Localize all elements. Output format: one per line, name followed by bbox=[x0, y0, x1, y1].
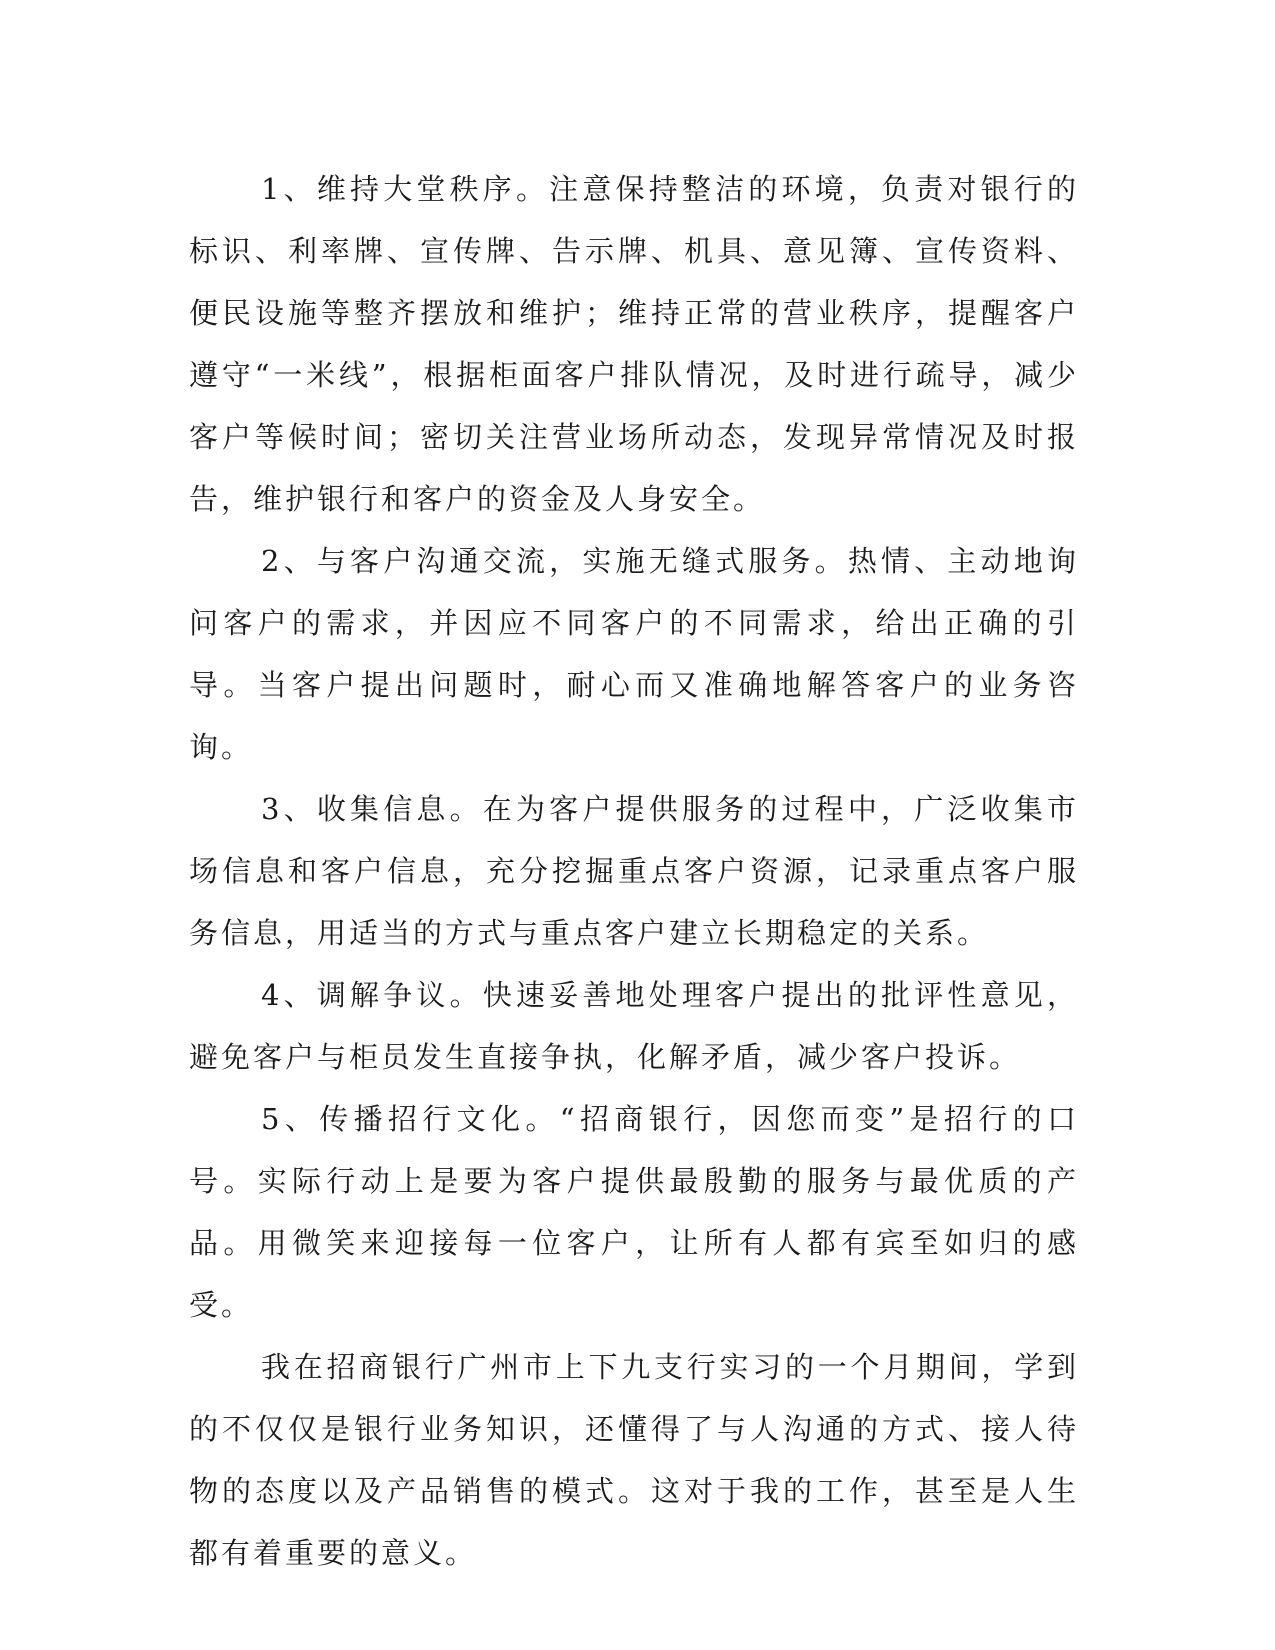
paragraph-internship-summary: 我在招商银行广州市上下九支行实习的一个月期间，学到的不仅仅是银行业务知识，还懂得了与人沟通的方式、接人待物的态度以及产品销售的模式。这对于我的工作，甚至是人生都有着重要的意义。 bbox=[189, 1350, 1079, 1570]
document-body bbox=[189, 158, 1079, 1584]
paragraph-mediate-disputes: 4、调解争议。快速妥善地处理客户提出的批评性意见，避免客户与柜员发生直接争执，化解矛盾，减少客户投诉。 bbox=[189, 978, 1079, 1074]
paragraph-customer-communication: 2、与客户沟通交流，实施无缝式服务。热情、主动地询问客户的需求，并因应不同客户的不同需求，给出正确的引导。当客户提出问题时，耐心而又准确地解答客户的业务咨询。 bbox=[189, 544, 1079, 764]
paragraph-bank-culture: 5、传播招行文化。“招商银行，因您而变”是招行的口号。实际行动上是要为客户提供最殷勤的服务与最优质的产品。用微笑来迎接每一位客户，让所有人都有宾至如归的感受。 bbox=[189, 1102, 1079, 1322]
paragraph-collect-information: 3、收集信息。在为客户提供服务的过程中，广泛收集市场信息和客户信息，充分挖掘重点客户资源，记录重点客户服务信息，用适当的方式与重点客户建立长期稳定的关系。 bbox=[189, 792, 1079, 950]
paragraph-lobby-order: 1、维持大堂秩序。注意保持整洁的环境，负责对银行的标识、利率牌、宣传牌、告示牌、机具、意见簿、宣传资料、便民设施等整齐摆放和维护；维持正常的营业秩序，提醒客户遵守“一米线”，根据柜面客户排队情况，及时进行疏导，减少客户等候时间；密切关注营业场所动态，发现异常情况及时报告，维护银行和客户的资金及人身安全。 bbox=[189, 172, 1079, 516]
